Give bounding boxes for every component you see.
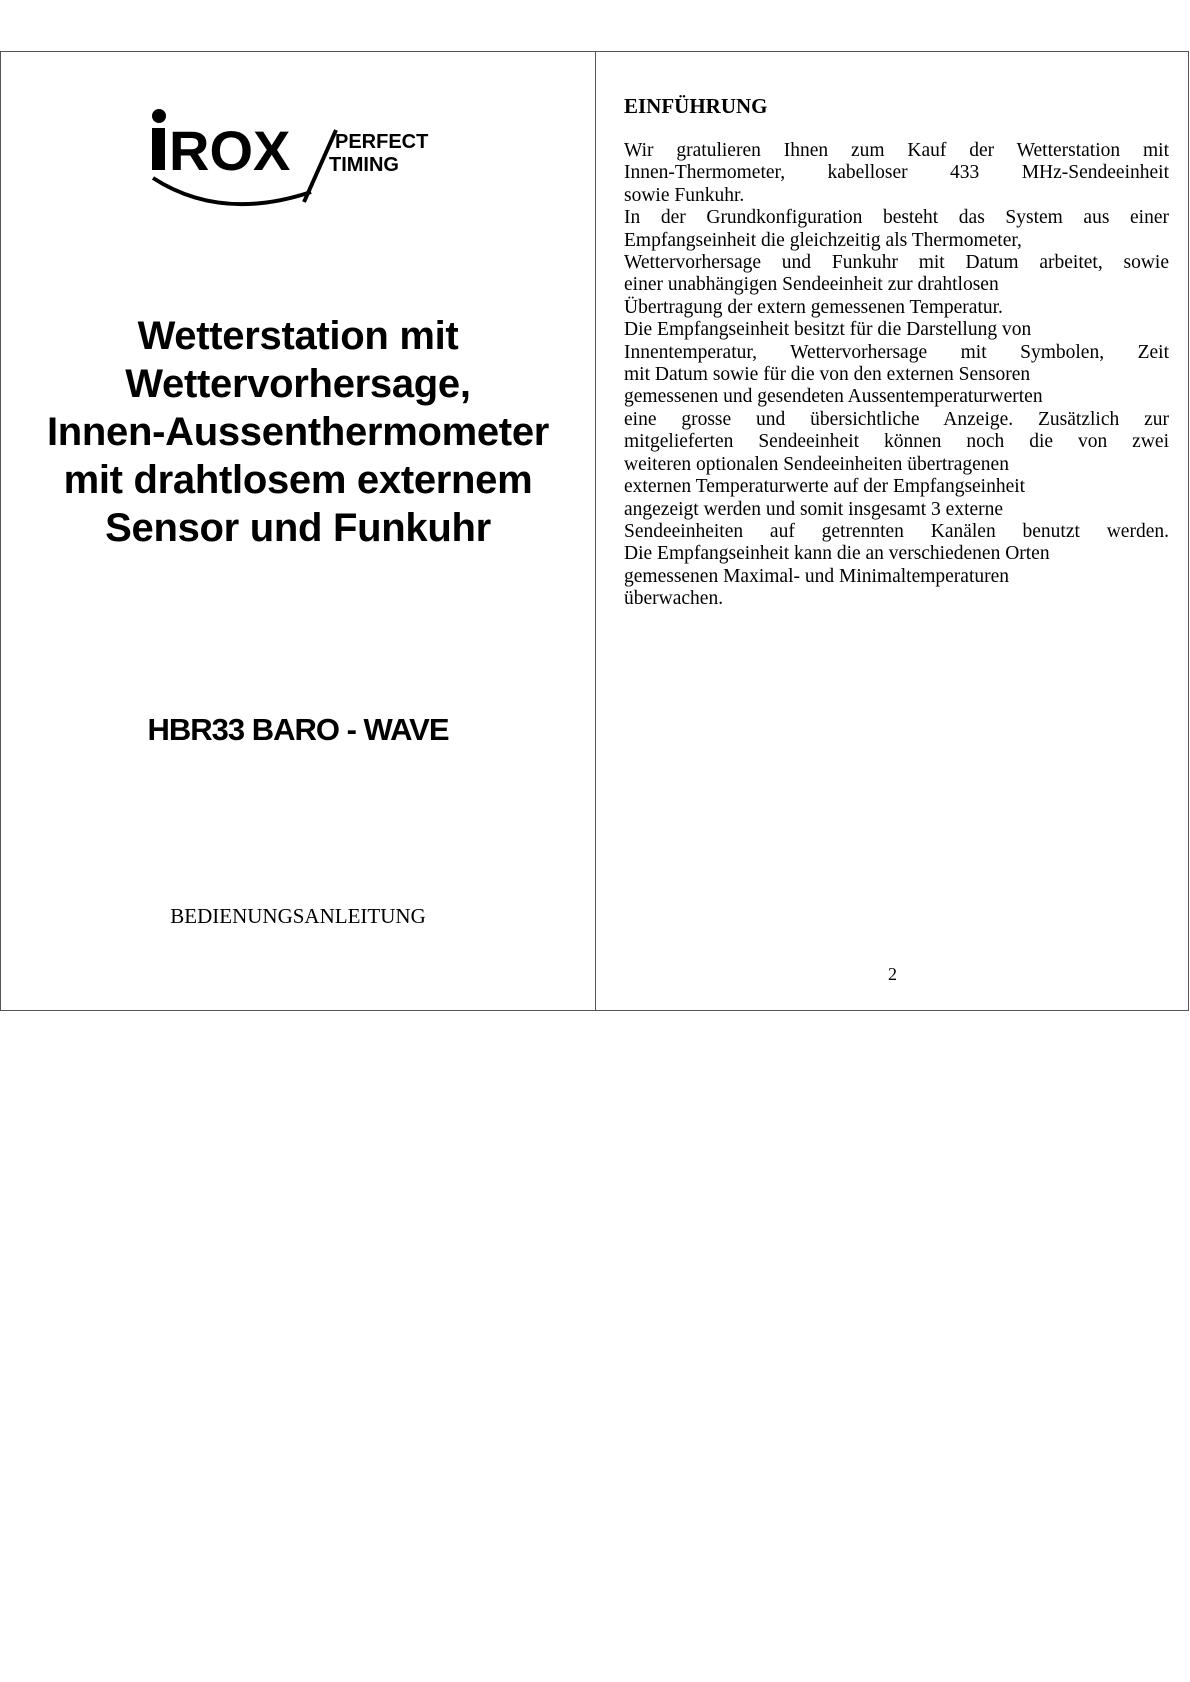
text-line: gemessenen und gesendeten Aussentemperaturwerten [624, 386, 1043, 408]
text-line: angezeigt werden und somit insgesamt 3 externe [624, 498, 1004, 520]
text-line: In der Grundkonfiguration besteht das System aus einer [624, 207, 1169, 229]
booklet-spread [0, 51, 1189, 1011]
text-line: Wettervorhersage und Funkuhr mit Datum arbeitet, sowie [624, 252, 1169, 274]
text-line: mit Datum sowie für die von den externen Sensoren [624, 364, 1031, 386]
text-line: Die Empfangseinheit besitzt für die Darstellung von [624, 319, 1032, 341]
title-line: mit drahtlosem externem [63, 458, 533, 502]
manual-label: BEDIENUNGSANLEITUNG [170, 904, 426, 928]
logo-tagline-line1: PERFECT [335, 131, 429, 153]
intro-page [596, 52, 1189, 1010]
text-line: Übertragung der extern gemessenen Temperatur. [624, 296, 1003, 318]
text-line: Die Empfangseinheit kann die an verschiedenen Orten [624, 543, 1050, 565]
text-line: Sendeeinheiten auf getrennten Kanälen benutzt werden. [624, 520, 1169, 542]
page-number: 2 [888, 964, 897, 984]
text-line: weiteren optionalen Sendeeinheiten übertragenen [624, 453, 1009, 475]
irox-logo [151, 104, 451, 214]
text-line: Innentemperatur, Wettervorhersage mit Symbolen, Zeit [624, 341, 1169, 363]
title-line: Sensor und Funkuhr [105, 506, 491, 550]
product-title [1, 312, 595, 552]
model-name: HBR33 BARO - WAVE [147, 712, 449, 747]
intro-paragraph [624, 140, 1169, 611]
text-line: Wir gratulieren Ihnen zum Kauf der Wetterstation mit [624, 140, 1169, 161]
text-line: mitgelieferten Sendeeinheit können noch die von zwei [624, 431, 1169, 453]
text-line: externen Temperaturwerte auf der Empfangseinheit [624, 476, 1026, 498]
section-heading: EINFÜHRUNG [624, 94, 768, 118]
logo-tagline-line2: TIMING [329, 154, 399, 176]
text-line: überwachen. [624, 588, 724, 610]
text-line: eine grosse und übersichtliche Anzeige. Zusätzlich zur [624, 408, 1169, 430]
text-line: sowie Funkuhr. [624, 184, 745, 206]
text-line: gemessenen Maximal- und Minimaltemperaturen [624, 565, 1010, 587]
text-line: Innen-Thermometer, kabelloser 433 MHz-Sendeeinheit [624, 162, 1169, 184]
title-line: Wettervorhersage, [125, 362, 471, 406]
title-line: Innen-Aussenthermometer [46, 410, 550, 454]
cover-page [1, 52, 595, 1010]
text-line: einer unabhängigen Sendeeinheit zur drahtlosen [624, 274, 999, 296]
title-line: Wetterstation mit [137, 314, 459, 358]
logo-brand-text: ROX [169, 119, 291, 182]
text-line: Empfangseinheit die gleichzeitig als Thermometer, [624, 229, 1022, 251]
